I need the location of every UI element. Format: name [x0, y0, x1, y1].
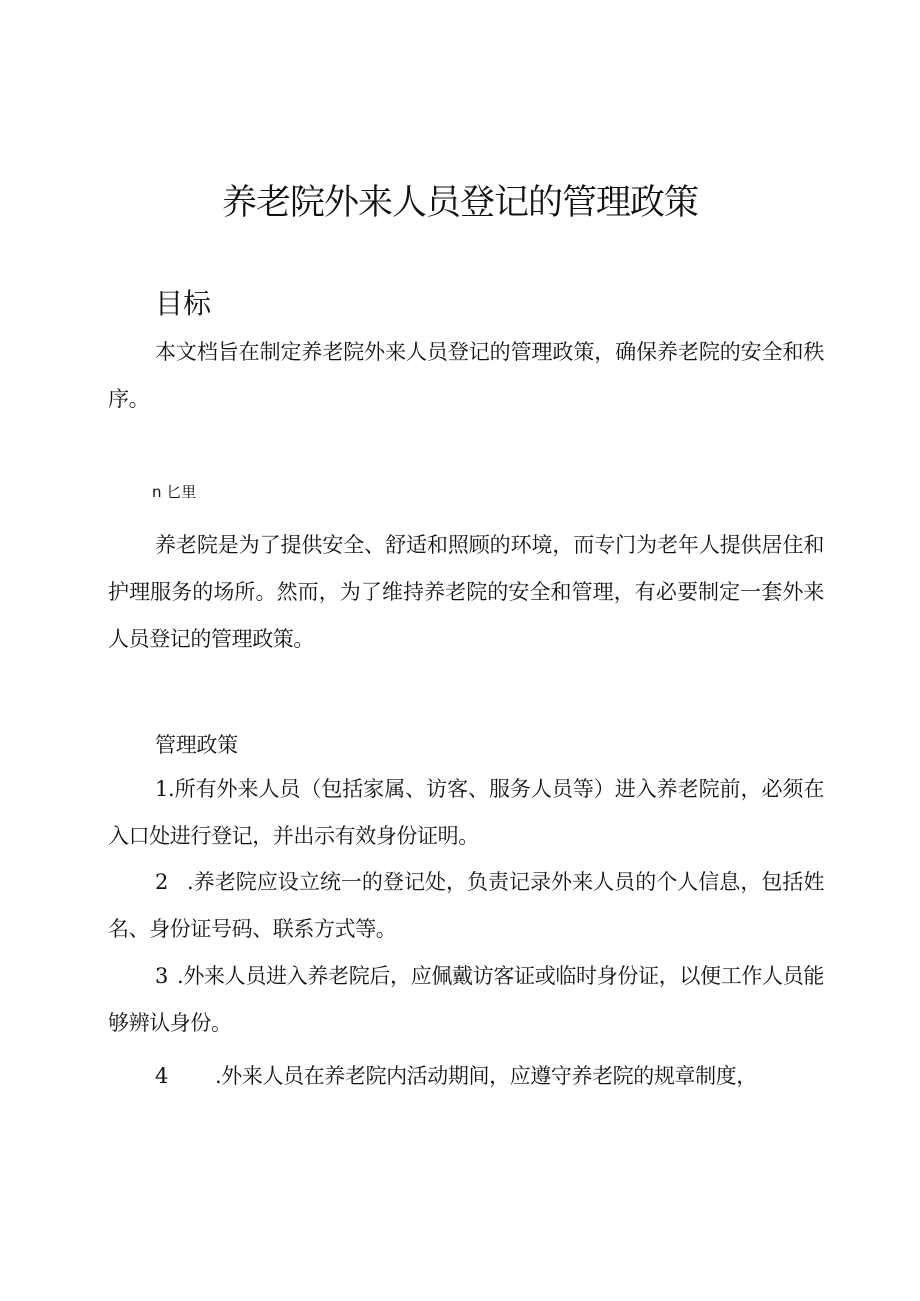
policy-item-4 [108, 1053, 824, 1100]
policy-heading: 管理政策 [155, 733, 238, 757]
background-label: n 匕里 [152, 483, 197, 501]
policy-item-text: 所有外来人员（包括家属、访客、服务人员等）进入养老院前，必须在入口处进行登记，并出示有效身份证明。 [108, 777, 824, 848]
policy-item-number: 2 [155, 870, 168, 894]
policy-item-number: 3 [155, 964, 168, 988]
policy-item-2 [108, 859, 824, 953]
policy-item-text: .外来人员进入养老院后，应佩戴访客证或临时身份证，以便工作人员能够辨认身份。 [108, 964, 824, 1035]
policy-item-number: 4 [155, 1064, 168, 1088]
policy-item-text: .养老院应设立统一的登记处，负责记录外来人员的个人信息，包括姓名、身份证号码、联系方式等。 [108, 870, 824, 941]
document-title: 养老院外来人员登记的管理政策 [221, 183, 698, 223]
policy-item-text: .外来人员在养老院内活动期间，应遵守养老院的规章制度， [215, 1064, 757, 1088]
policy-item-1 [108, 766, 824, 860]
goal-heading: 目标 [155, 287, 212, 320]
policy-item-number: 1. [155, 777, 175, 801]
policy-item-3 [108, 953, 824, 1047]
goal-paragraph: 本文档旨在制定养老院外来人员登记的管理政策，确保养老院的安全和秩序。 [108, 340, 824, 411]
background-paragraph: 养老院是为了提供安全、舒适和照顾的环境，而专门为老年人提供居住和护理服务的场所。然而，为了维持养老院的安全和管理，有必要制定一套外来人员登记的管理政策。 [108, 533, 824, 651]
